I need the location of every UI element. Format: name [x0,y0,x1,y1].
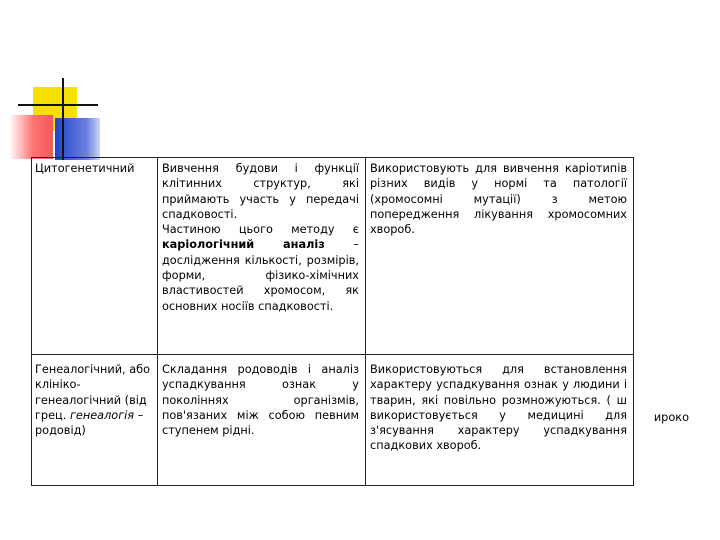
description-bold-term: каріологічний аналіз [162,238,325,252]
description-tail: – дослідження кількості, розмірів, форми, фізико-хімічних властивостей хромосом, як основних носіїв спадковості. [162,238,359,313]
application-text: Використовуються для встановлення характеру успадкування ознак у людини і тварин, які повільно розмножуються. ( ш [370,363,627,407]
description-lead: Частиною цього методу є [162,223,359,237]
method-cell [32,355,158,486]
decor-red-square [9,115,53,159]
application-cell [366,158,634,355]
description-cell [158,158,366,355]
table-row [32,355,634,486]
description-text: Вивчення будови і функції клітинних структур, які приймають участь у передачі спадковості. [162,162,359,221]
methods-table [31,157,689,486]
decor-vertical-line [62,78,64,160]
table-row [32,158,634,355]
description-text: Складання родоводів і аналіз успадкування ознак у поколіннях організмів, пов'язаних між собою певним ступенем рідні. [162,363,359,438]
application-overflow-text: ироко [653,411,689,424]
description-cell [158,355,366,486]
application-cell [366,355,689,486]
method-prefix: Генеалогічний, або клініко-генеалогічний (від грец. [35,363,151,422]
method-cell [32,158,158,355]
method-italic-term: генеалогія [69,408,135,422]
decor-horizontal-line [18,104,98,106]
application-tail-text: використовується у медицині для з'ясування характеру успадкування спадкових хвороб. [370,408,627,453]
description-text-2 [162,222,359,314]
application-text: Використовують для вивчення каріотипів різних видів у нормі та патології (хромосомні мутації) з метою попередження лікування хромосомних хвороб. [370,162,627,237]
method-suffix: – родовід) [35,408,144,438]
method-name: Цитогенетичний [35,162,135,175]
